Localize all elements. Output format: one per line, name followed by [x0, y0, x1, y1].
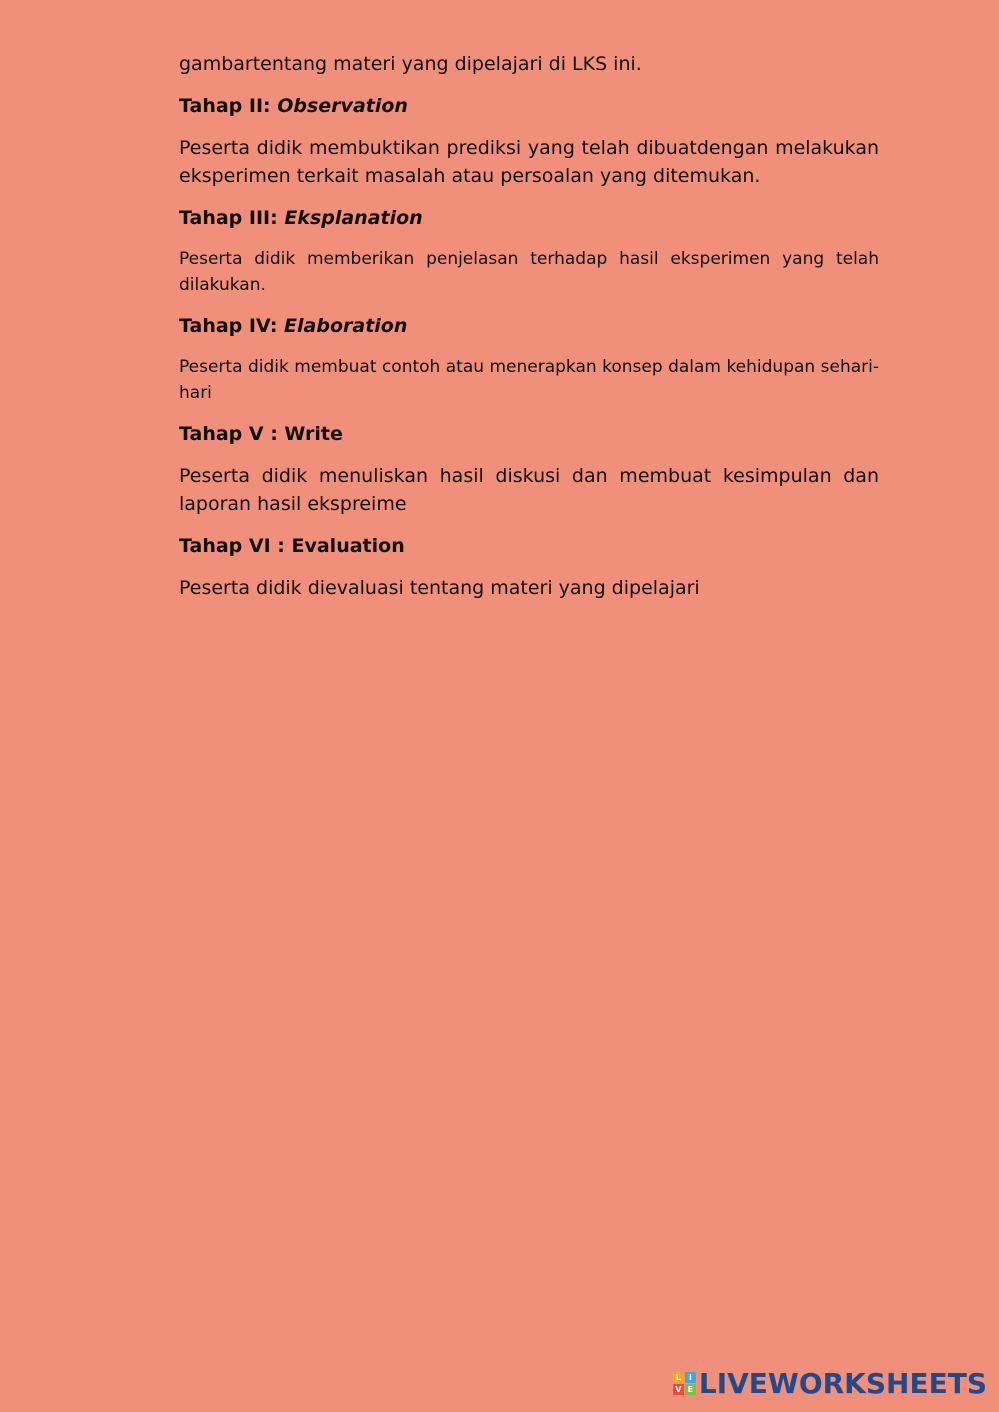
body-tahap-vi: Peserta didik dievaluasi tentang materi yang dipelajari — [179, 577, 700, 599]
logo-tile-i: I — [685, 1372, 696, 1383]
worksheet-page — [179, 50, 879, 602]
logo-tile-l: L — [673, 1372, 684, 1383]
logo-tile-e: E — [685, 1384, 696, 1395]
body-tahap-v: Peserta didik menuliskan hasil diskusi dan membuat kesimpulan dan laporan hasil ekspreime — [179, 465, 879, 515]
body-tahap-ii: Peserta didik membuktikan prediksi yang telah dibuatdengan melakukan eksperimen terkait masalah atau persoalan yang ditemukan. — [179, 137, 879, 187]
heading-tahap-vi: Tahap VI : Evaluation — [179, 535, 405, 557]
body-tahap-iv: Peserta didik membuat contoh atau menerapkan konsep dalam kehidupan sehari-hari — [179, 357, 879, 403]
heading-tahap-v: Tahap V : Write — [179, 423, 343, 445]
heading-tahap-iii: Tahap III: Eksplanation — [179, 207, 423, 229]
logo-icon — [673, 1372, 696, 1395]
body-tahap-iii: Peserta didik memberikan penjelasan terhadap hasil eksperimen yang telah dilakukan. — [179, 249, 879, 295]
logo-tile-v: V — [673, 1384, 684, 1395]
heading-tahap-iv: Tahap IV: Elaboration — [179, 315, 408, 337]
liveworksheets-logo — [673, 1367, 987, 1400]
heading-tahap-ii: Tahap II: Observation — [179, 95, 408, 117]
intro-paragraph-tail: gambartentang materi yang dipelajari di LKS ini. — [179, 53, 642, 75]
logo-wordmark: LIVEWORKSHEETS — [698, 1367, 987, 1400]
